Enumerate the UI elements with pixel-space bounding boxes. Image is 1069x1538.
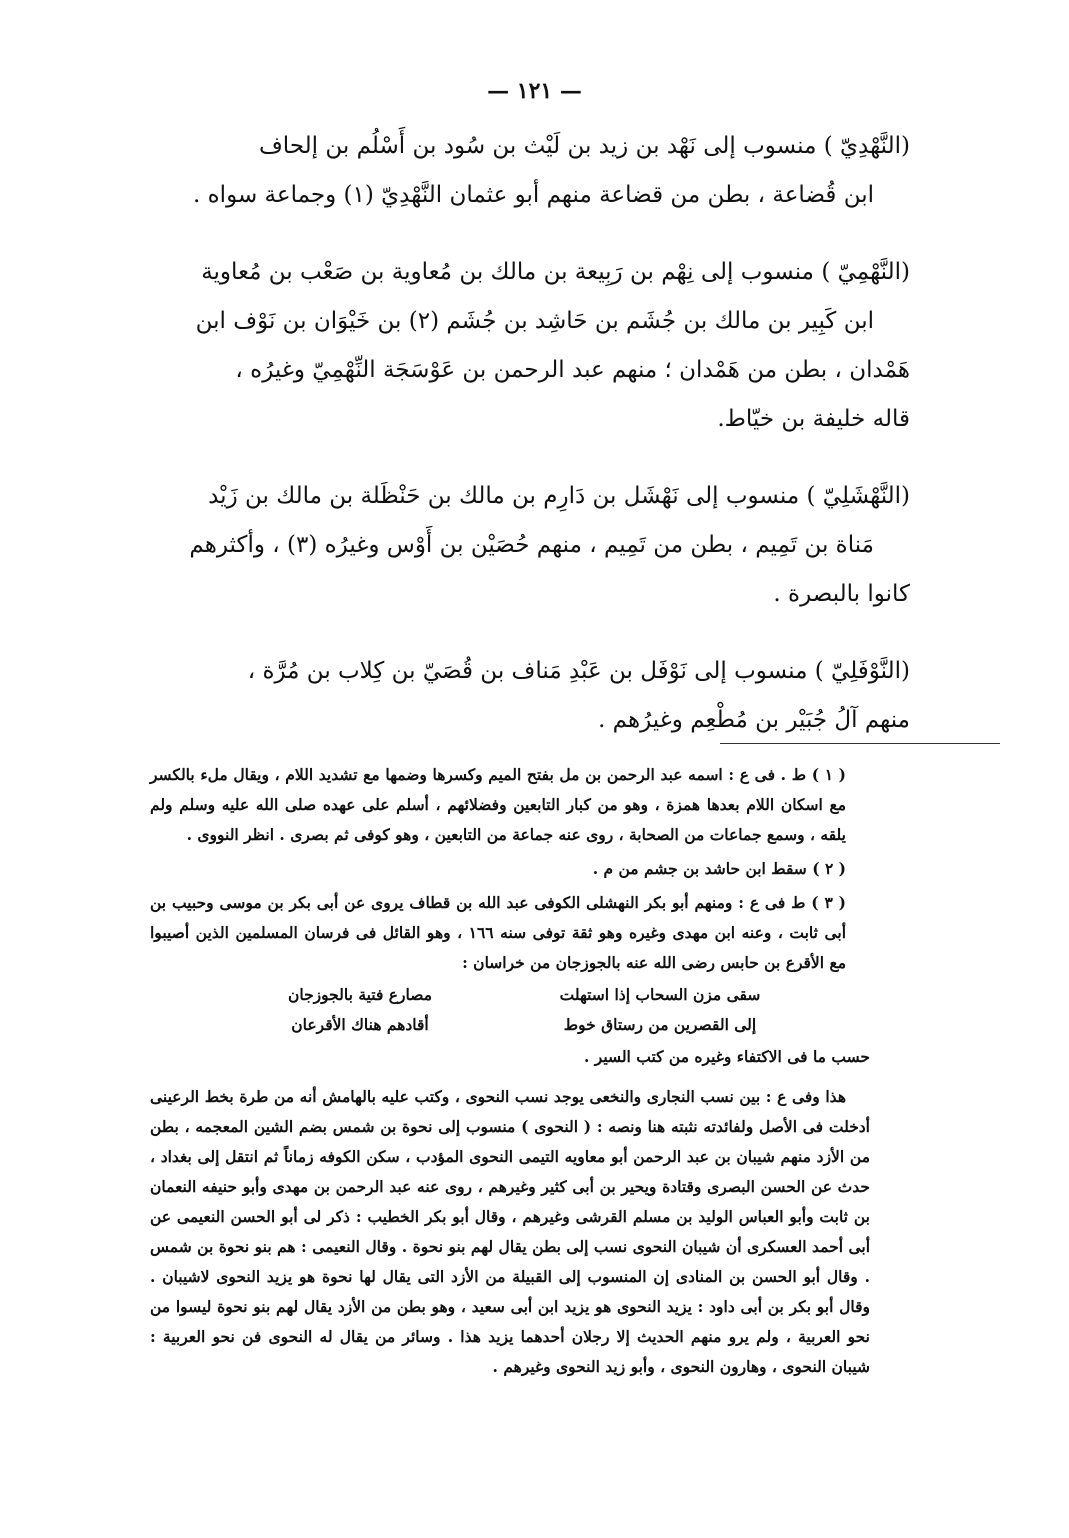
note-text: هذا وفى ع : بين نسب النجارى والنخعى يوجد نسب النحوى ، وكتب عليه بالهامش أنه من طرة بخط الرعينى أدخلت فى الأصل ولفائدته نثبته هنا ونصه : ( النحوى ) منسوب إلى نحوة بن شمس بضم الشين المعجمه ، بطن من الأزد منهم شيبان بن عبد الرحمن أبو معاويه التيمى النحوى المؤدب ، سكن الكوفه زماناً ثم انتقل إلى بغداد ، حدث عن الحسن البصرى وقتادة ويحير بن أبى كثير وغيرهم ، روى عنه عبد الرحمن بن مهدى وأبو حنيفه النعمان بن ثابت وأبو العباس الوليد بن مسلم القرشى وغيرهم ، وقال أبو بكر الخطيب : ذكر لى أبو الحسن النعيمى عن أبى أحمد العسكرى أن شيبان النحوى نسب إلى بطن يقال لهم بنو نحوة . وقال النعيمى : هم بنو نحوة بن شمس . وقال أبو الحسن بن المنادى إن المنسوب إلى القبيلة من الأزد التى يقال لها نحوة هو يزيد النحوى لاشيبان . وقال أبو بكر بن أبى داود : يزيد النحوى هو يزيد ابن أبى سعيد ، وهو بطن من الأزد يقال لهم بنو نحوة ليسوا من نحو العربية ، ولم يرو منهم الحديث إلا رجلان أحدهما يزيد هذا . وسائر من يقال له النحوى فن نحو العربية : شيبان النحوى ، وهارون النحوى ، وأبو زيد النحوى وغيرهم . xyxy=(150,1087,870,1376)
footnote-text: ( ٣ ) ط فى ع : ومنهم أبو بكر النهشلى الكوفى عبد الله بن قطاف يروى عن أبى بكر بن موسى وحبيب بن أبى ثابت ، وعنه ابن مهدى وغيره وهو ثقة توفى سنه ١٦٦ ، وهو القائل فى فرسان المسلمين الذين أصيبوا مع الأقرع بن حابس رضى الله عنه بالجوزجان من خراسان : xyxy=(150,893,847,972)
footnotes xyxy=(150,760,870,1382)
entry-line: هَمْدان ، بطن من هَمْدان ؛ منهم عبد الرحمن بن عَوْسَجَة النِّهْمِيّ وغيرُه ، xyxy=(235,357,910,383)
footnote-text: ( ٢ ) سقط ابن حاشد بن جشم من م . xyxy=(592,859,846,878)
poem-hemistich: إلى القصرين من رستاق خوط xyxy=(563,1015,757,1034)
entry-line xyxy=(150,122,910,171)
entry-line xyxy=(150,472,910,521)
poem-hemistich: مصارع فتية بالجوزجان xyxy=(287,985,432,1004)
footnote-text: ( ١ ) ط . فى ع : اسمه عبد الرحمن بن مل بفتح الميم وكسرها وضمها مع تشديد اللام ، ويقال ملء بالكسر مع اسكان اللام بعدها همزة ، وهو من كبار التابعين وفضلائهم ، أسلم على عهده صلى الله عليه وسلم ولم يلقه ، وسمع جماعات من الصحابة ، روى عنه جماعة من التابعين ، وهو كوفى ثم بصرى . انظر النووى . xyxy=(150,765,847,844)
entry-line: قاله خليفة بن خيّاط. xyxy=(717,406,910,432)
entry-text: منسوب إلى نَهْد بن زيد بن لَيْث بن سُود بن أَسْلُم بن إلحاف xyxy=(258,133,817,159)
footnote-2 xyxy=(150,854,870,884)
poem xyxy=(230,980,790,1040)
entry-line: منهم آلُ جُبَيْر بن مُطْعِم وغيرُهم . xyxy=(598,707,910,733)
marginal-note xyxy=(150,1082,870,1382)
entry-line: ابن كَبِير بن مالك بن جُشَم بن حَاشِد بن جُشَم (٢) بن خَيْوَان بن نَوْف ابن xyxy=(195,308,874,334)
entry-text: منسوب إلى نِهْم بن رَبِيعة بن مالك بن مُعاوية بن صَعْب بن مُعاوية xyxy=(201,259,815,285)
entry-text: منسوب إلى نَوْفَل بن عَبْدِ مَناف بن قُصَيّ بن كِلاب بن مُرَّة ، xyxy=(247,658,808,684)
entry-head: (النَّوْفَلِيّ ) xyxy=(814,658,910,684)
footnote-3 xyxy=(150,888,870,1072)
footnote-1 xyxy=(150,760,870,850)
entry-nawfali xyxy=(150,647,910,745)
entry-nahshali xyxy=(150,472,910,619)
entry-line: مَناة بن تَمِيم ، بطن من تَمِيم ، منهم حُصَيْن بن أَوْس وغيرُه (٣) ، وأكثرهم xyxy=(189,532,874,558)
entry-head: (النَّهْدِيّ ) xyxy=(823,133,910,159)
poem-hemistich: سقى مزن السحاب إذا استهلت xyxy=(559,985,761,1004)
entry-nahmi xyxy=(150,248,910,444)
entry-head: (النَّهْشَلِيّ ) xyxy=(806,483,910,509)
entry-text: منسوب إلى نَهْشَل بن دَارِم بن مالك بن حَنْظَلة بن مالك بن زَيْد xyxy=(208,483,800,509)
entry-line: ابن قُضاعة ، بطن من قضاعة منهم أبو عثمان النَّهْدِيّ (١) وجماعة سواه . xyxy=(193,182,874,208)
nisba-entries xyxy=(150,122,910,773)
page-number: — ١٢١ — xyxy=(487,78,582,104)
entry-line xyxy=(150,248,910,297)
entry-nahdi xyxy=(150,122,910,220)
entry-line: كانوا بالبصرة . xyxy=(773,581,910,607)
footnote-separator xyxy=(720,743,1000,744)
footnote-text: حسب ما فى الاكتفاء وغيره من كتب السير . xyxy=(583,1047,870,1066)
poem-hemistich: أقادهم هناك الأقرعان xyxy=(291,1015,429,1034)
entry-line xyxy=(150,647,910,696)
entry-head: (النَّهْمِيّ ) xyxy=(821,259,910,285)
